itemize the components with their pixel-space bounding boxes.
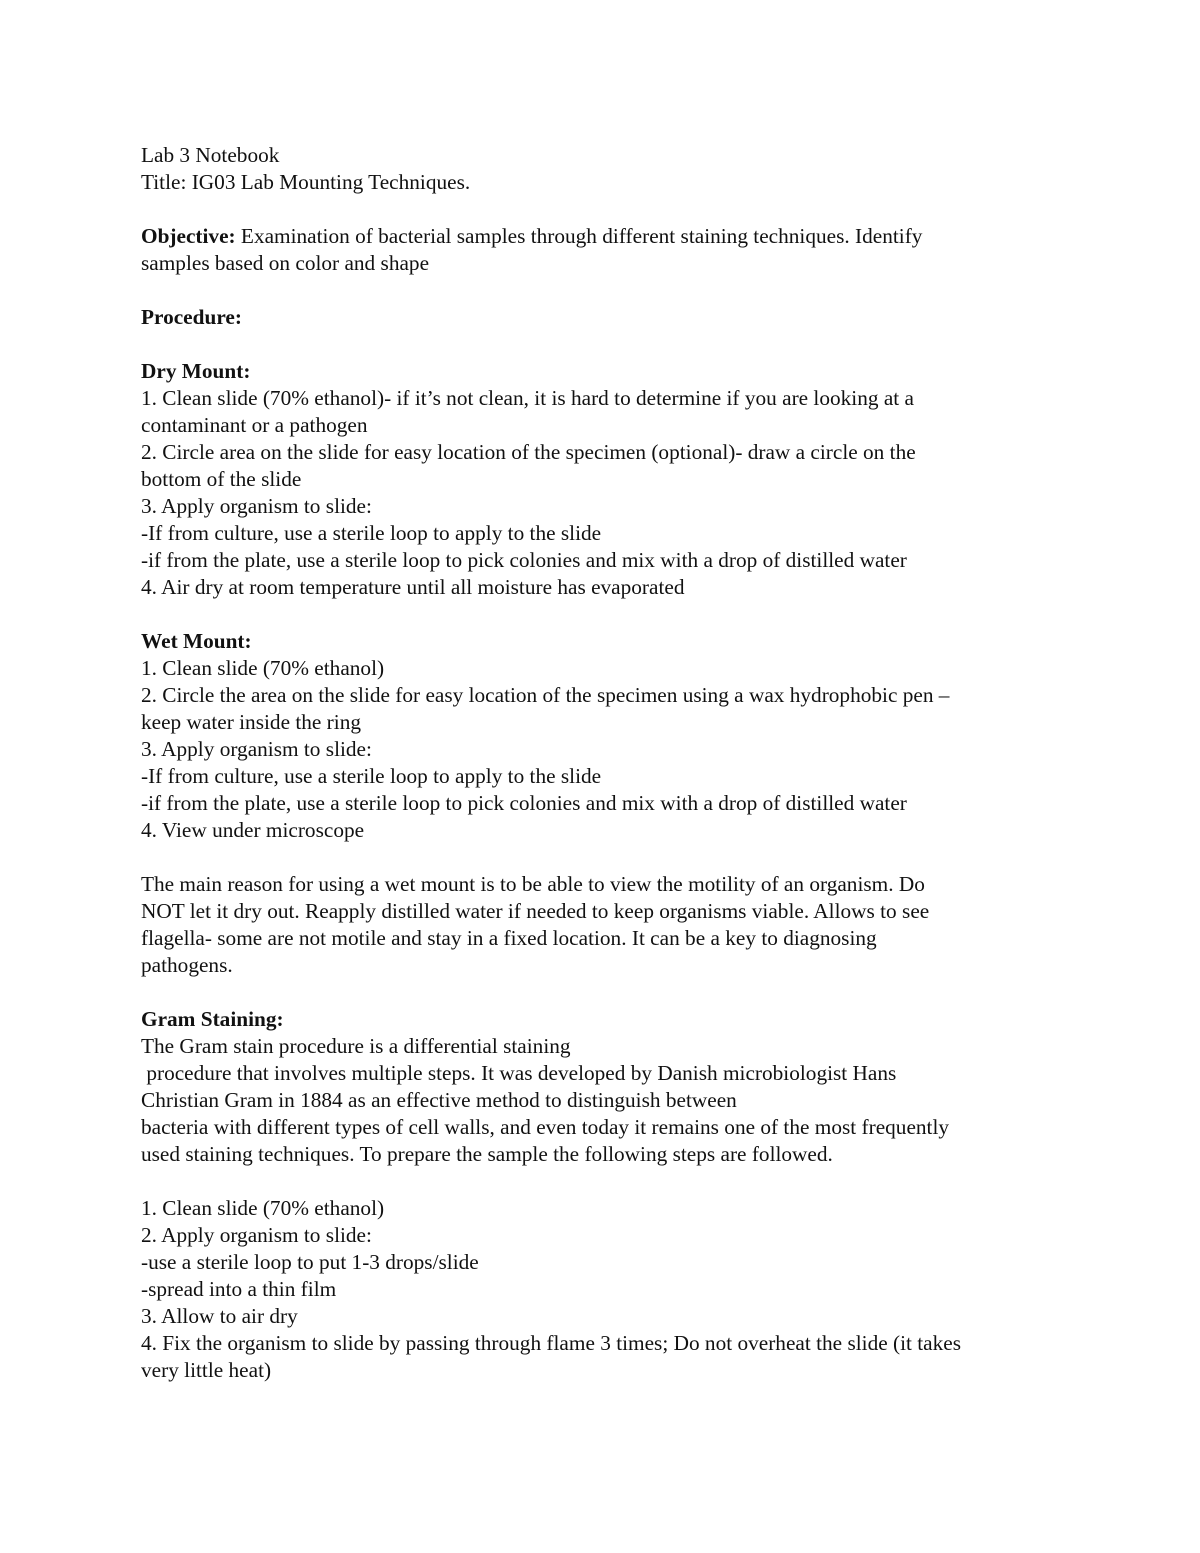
- gram-staining-step: -spread into a thin film: [141, 1277, 337, 1301]
- dry-mount-line: -If from culture, use a sterile loop to apply to the slide: [141, 521, 602, 545]
- dry-mount-line: 2. Circle area on the slide for easy location of the specimen (optional)- draw a circle on the: [141, 440, 916, 464]
- gram-staining-step: 2. Apply organism to slide:: [141, 1223, 372, 1247]
- spacer: [141, 844, 1081, 871]
- wet-mount-line: -If from culture, use a sterile loop to apply to the slide: [141, 764, 602, 788]
- gram-staining-step: -use a sterile loop to put 1-3 drops/slide: [141, 1250, 479, 1274]
- wet-mount-paragraph-line: NOT let it dry out. Reapply distilled water if needed to keep organisms viable. Allows to see: [141, 899, 930, 923]
- gram-staining-step: 1. Clean slide (70% ethanol): [141, 1196, 385, 1220]
- objective-label: Objective:: [141, 224, 236, 248]
- document-body: [141, 142, 1081, 1384]
- wet-mount-line: keep water inside the ring: [141, 710, 361, 734]
- wet-mount-paragraph-line: flagella- some are not motile and stay in a fixed location. It can be a key to diagnosing: [141, 926, 877, 950]
- gram-staining-intro-line: The Gram stain procedure is a differential staining: [141, 1034, 571, 1058]
- dry-mount-line: -if from the plate, use a sterile loop to pick colonies and mix with a drop of distilled water: [141, 548, 907, 572]
- wet-mount-line: 1. Clean slide (70% ethanol): [141, 656, 385, 680]
- objective-text-continued: samples based on color and shape: [141, 251, 430, 275]
- gram-staining-intro-line: bacteria with different types of cell walls, and even today it remains one of the most frequently: [141, 1115, 950, 1139]
- wet-mount-line: 2. Circle the area on the slide for easy location of the specimen using a wax hydrophobic pen –: [141, 683, 950, 707]
- dry-mount-line: 4. Air dry at room temperature until all moisture has evaporated: [141, 575, 685, 599]
- wet-mount-line: 4. View under microscope: [141, 818, 365, 842]
- gram-staining-intro-line: procedure that involves multiple steps. It was developed by Danish microbiologist Hans: [141, 1061, 897, 1085]
- notebook-label: Lab 3 Notebook: [141, 143, 280, 167]
- spacer: [141, 196, 1081, 223]
- dry-mount-line: bottom of the slide: [141, 467, 302, 491]
- document-title: Title: IG03 Lab Mounting Techniques.: [141, 170, 471, 194]
- wet-mount-paragraph-line: pathogens.: [141, 953, 233, 977]
- objective-text: Examination of bacterial samples through different staining techniques. Identify: [235, 224, 923, 248]
- spacer: [141, 1168, 1081, 1195]
- dry-mount-line: 3. Apply organism to slide:: [141, 494, 372, 518]
- objective-line: [141, 223, 1081, 250]
- gram-staining-step: 3. Allow to air dry: [141, 1304, 298, 1328]
- dry-mount-heading: Dry Mount:: [141, 359, 251, 383]
- gram-staining-intro-line: used staining techniques. To prepare the sample the following steps are followed.: [141, 1142, 833, 1166]
- gram-staining-heading: Gram Staining:: [141, 1007, 284, 1031]
- wet-mount-heading: Wet Mount:: [141, 629, 252, 653]
- gram-staining-intro-line: Christian Gram in 1884 as an effective method to distinguish between: [141, 1088, 737, 1112]
- dry-mount-line: contaminant or a pathogen: [141, 413, 368, 437]
- spacer: [141, 277, 1081, 304]
- spacer: [141, 331, 1081, 358]
- wet-mount-paragraph-line: The main reason for using a wet mount is to be able to view the motility of an organism. Do: [141, 872, 925, 896]
- dry-mount-line: 1. Clean slide (70% ethanol)- if it’s not clean, it is hard to determine if you are looking at a: [141, 386, 914, 410]
- spacer: [141, 601, 1081, 628]
- spacer: [141, 979, 1081, 1006]
- gram-staining-step: very little heat): [141, 1358, 272, 1382]
- procedure-heading: Procedure:: [141, 305, 242, 329]
- wet-mount-line: -if from the plate, use a sterile loop to pick colonies and mix with a drop of distilled water: [141, 791, 907, 815]
- wet-mount-line: 3. Apply organism to slide:: [141, 737, 372, 761]
- gram-staining-step: 4. Fix the organism to slide by passing through flame 3 times; Do not overheat the slide (it takes: [141, 1331, 962, 1355]
